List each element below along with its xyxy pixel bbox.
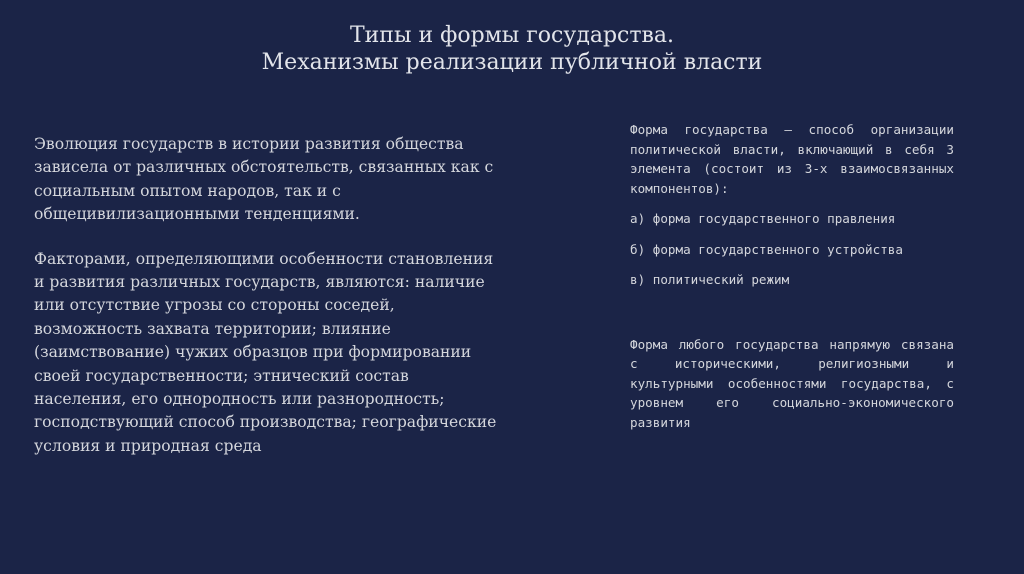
form-item-b: б) форма государственного устройства [630, 241, 903, 257]
left-paragraph-1: Эволюция государств в истории развития общества зависела от различных обстоятельств, связанных как с социальным опытом народов, так и с общецивилизационными тенденциями. [34, 135, 494, 224]
form-item-a: а) форма государственного правления [630, 211, 896, 226]
slide-title [0, 22, 1024, 76]
left-text-block [34, 133, 504, 458]
title-line-1: Типы и формы государства. [349, 23, 675, 48]
form-definition: Форма государства – способ организации политической власти, включающий в себя 3 элемента (состоит из 3-х взаимосвязанных компонентов): [630, 122, 954, 196]
right-text-block [630, 120, 954, 432]
left-paragraph-2: Факторами, определяющими особенности становления и развития различных государств, являются: наличие или отсутствие угрозы со стороны соседей, возможность захвата территории; влияние (заимствование) чужих образцов при формировании своей государственности; этнический состав населения, его однородность или разнородность; господствующий способ производства; географические условия и природная среда [34, 249, 497, 455]
title-line-2: Механизмы реализации публичной власти [261, 50, 763, 75]
form-item-c: в) политический режим [630, 272, 790, 287]
form-relation-paragraph: Форма любого государства напрямую связана с историческими, религиозными и культурными особенностями государства, с уровнем его социально-экономического развития [630, 336, 954, 430]
